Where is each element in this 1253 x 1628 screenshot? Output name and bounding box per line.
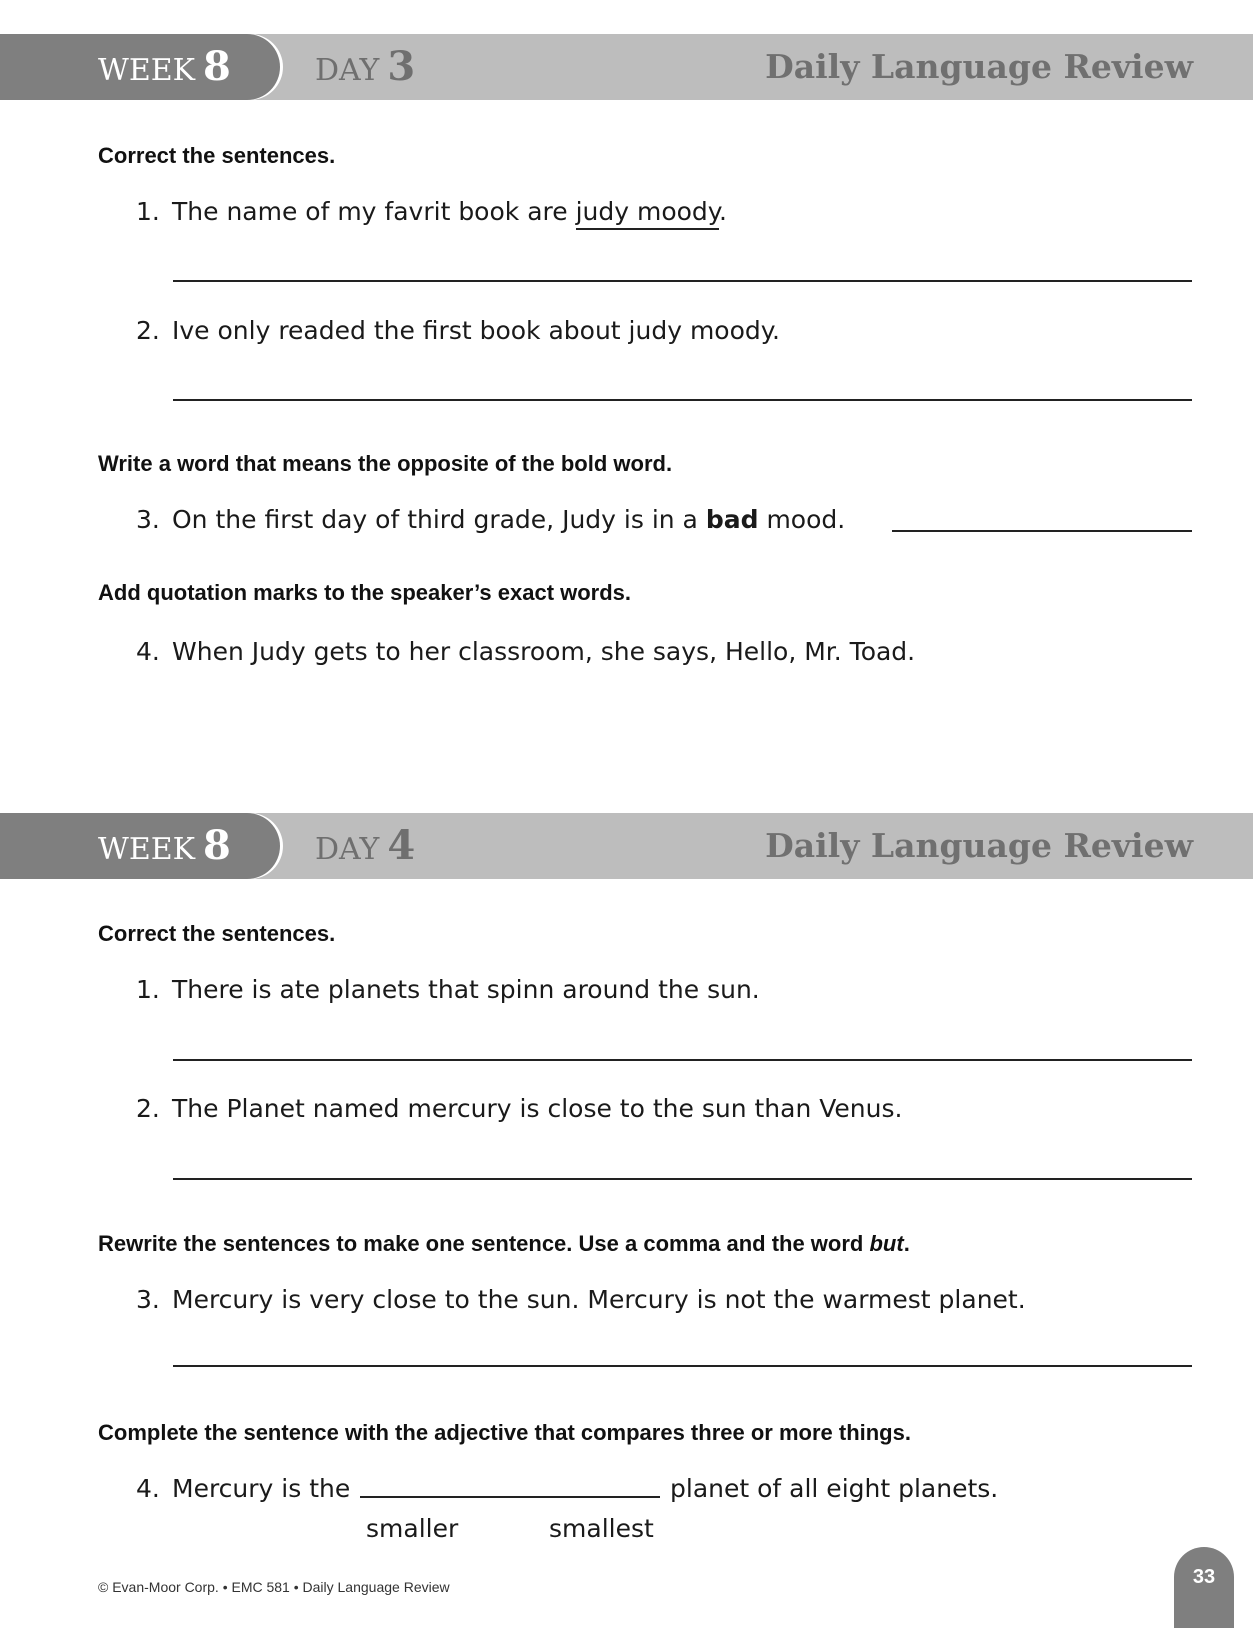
instruction-adjective: Complete the sentence with the adjective that compares three or more things. xyxy=(98,1420,911,1445)
week-number: 8 xyxy=(203,822,231,869)
instruction-correct: Correct the sentences. xyxy=(98,143,336,168)
question-4: 4. Mercury is the xyxy=(136,1474,351,1503)
answer-line-1[interactable] xyxy=(173,1059,1192,1061)
banner-title: Daily Language Review xyxy=(765,826,1193,865)
answer-line-3[interactable] xyxy=(892,530,1192,532)
banner-title: Daily Language Review xyxy=(765,47,1193,86)
answer-line-2[interactable] xyxy=(173,1178,1192,1180)
question-4-end: planet of all eight planets. xyxy=(670,1474,999,1503)
page-number: 33 xyxy=(1174,1547,1234,1628)
week-label: WEEK 8 xyxy=(98,822,231,869)
question-1: 1. There is ate planets that spinn around the sun. xyxy=(136,975,760,1004)
emphasized-word: but xyxy=(869,1231,904,1256)
day-label: DAY 4 xyxy=(315,822,416,869)
day-number: 3 xyxy=(387,43,416,90)
question-2: 2. Ive only readed the first book about judy moody. xyxy=(136,316,780,345)
day4-header-banner xyxy=(0,813,1253,879)
footer-credit: © Evan-Moor Corp. • EMC 581 • Daily Language Review xyxy=(98,1579,450,1595)
bold-word: bad xyxy=(705,505,759,534)
question-2: 2. The Planet named mercury is close to the sun than Venus. xyxy=(136,1094,903,1123)
choice-smallest[interactable]: smallest xyxy=(549,1514,654,1543)
instruction-rewrite: Rewrite the sentences to make one sentence. Use a comma and the word but. xyxy=(98,1231,910,1256)
choice-smaller[interactable]: smaller xyxy=(366,1514,459,1543)
answer-line-2[interactable] xyxy=(173,399,1192,401)
question-3: 3. Mercury is very close to the sun. Mercury is not the warmest planet. xyxy=(136,1285,1026,1314)
blank-line[interactable] xyxy=(360,1496,660,1498)
day-number: 4 xyxy=(387,822,416,869)
answer-line-3[interactable] xyxy=(173,1365,1192,1367)
question-3: 3. On the first day of third grade, Judy is in a bad mood. xyxy=(136,505,846,534)
week-label: WEEK 8 xyxy=(98,43,231,90)
answer-line-1[interactable] xyxy=(173,280,1192,282)
instruction-quotation: Add quotation marks to the speaker’s exact words. xyxy=(98,580,632,605)
underlined-title: judy moody xyxy=(576,197,719,230)
week-number: 8 xyxy=(203,43,231,90)
instruction-opposite: Write a word that means the opposite of the bold word. xyxy=(98,451,673,476)
day3-header-banner xyxy=(0,34,1253,100)
question-4: 4. When Judy gets to her classroom, she says, Hello, Mr. Toad. xyxy=(136,637,916,666)
instruction-correct: Correct the sentences. xyxy=(98,921,336,946)
question-1: 1. The name of my favrit book are judy moody. xyxy=(136,197,727,226)
day-label: DAY 3 xyxy=(315,43,416,90)
